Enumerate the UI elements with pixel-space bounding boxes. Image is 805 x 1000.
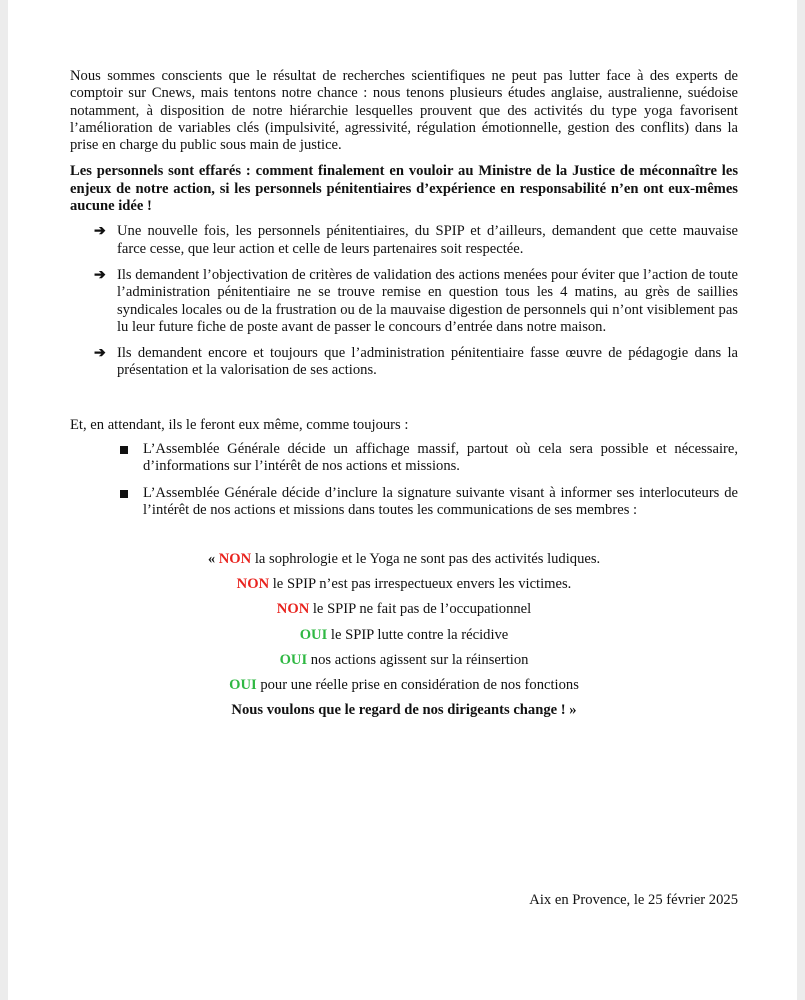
decision-text: L’Assemblée Générale décide d’inclure la signature suivante visant à informer ses interlocuteurs de l’intérêt de nos actions et missions dans toutes les communications de ses membres : <box>143 484 738 518</box>
slogan-final-line: Nous voulons que le regard de nos dirigeants change ! » <box>231 701 577 718</box>
decision-list-item <box>70 485 738 520</box>
demand-list-item <box>70 345 738 380</box>
decision-text: L’Assemblée Générale décide un affichage massif, partout où cela sera possible et nécessaire, d’informations sur l’intérêt de nos actions et missions. <box>143 441 738 475</box>
bold-statement-paragraph: Les personnels sont effarés : comment finalement en vouloir au Ministre de la Justice de méconnaître les enjeux de notre action, si les personnels pénitentiaires d’expérience en responsabilité n’en ont eux-mêmes aucune idée ! <box>70 163 738 215</box>
place-date-signature: Aix en Provence, le 25 février 2025 <box>529 892 738 908</box>
slogan-text: le SPIP ne fait pas de l’occupationnel <box>309 601 532 618</box>
square-bullet-icon <box>120 490 128 498</box>
square-bullet-icon <box>120 446 128 454</box>
arrow-right-icon: ➔ <box>94 267 106 283</box>
slogan-text: pour une réelle prise en considération de nos fonctions <box>256 676 579 693</box>
slogan-line <box>70 601 738 618</box>
slogan-text: le SPIP n’est pas irrespectueux envers les victimes. <box>269 576 572 593</box>
slogan-text: nos actions agissent sur la réinsertion <box>307 651 529 668</box>
arrow-right-icon: ➔ <box>94 224 106 240</box>
arrow-right-icon: ➔ <box>94 346 106 362</box>
slogan-line <box>70 576 738 593</box>
slogan-text: la sophrologie et le Yoga ne sont pas des activités ludiques. <box>251 551 601 568</box>
demand-text: Ils demandent encore et toujours que l’administration pénitentiaire fasse œuvre de pédagogie dans la présentation et la valorisation de ses actions. <box>117 345 738 379</box>
second-intro-paragraph: Et, en attendant, ils le feront eux même, comme toujours : <box>70 416 409 433</box>
signature-slogans <box>70 551 738 719</box>
slogan-line <box>70 652 738 669</box>
slogan-keyword: NON <box>218 551 252 568</box>
demand-list-item <box>70 267 738 336</box>
slogan-line <box>70 627 738 644</box>
decision-list-item <box>70 441 738 476</box>
demand-text: Ils demandent l’objectivation de critères de validation des actions menées pour éviter que l’action de toute l’administration pénitentiaire ne se trouve remise en question tous les 4 matins, au grès de saillies syndicales locales ou de la frustration ou de la mauvaise digestion de personnels qui n’ont visiblement pas lu leur future fiche de poste avant de passer le concours d’entrée dans notre maison. <box>117 266 738 335</box>
slogan-line <box>70 551 738 568</box>
demand-list-item <box>70 223 738 258</box>
slogan-keyword: OUI <box>299 626 328 643</box>
slogan-keyword: OUI <box>229 676 257 693</box>
document-body <box>70 68 738 727</box>
slogan-keyword: NON <box>276 601 310 618</box>
slogan-line <box>70 677 738 694</box>
slogan-keyword: NON <box>236 576 270 593</box>
intro-paragraph: Nous sommes conscients que le résultat de recherches scientifiques ne peut pas lutter face à des experts de comptoir sur Cnews, mais tentons notre chance : nous tenons plusieurs études anglaise, australienne, suédoise notamment, à disposition de notre hiérarchie lesquelles prouvent que des activités du type yoga favorisent l’amélioration de variables clés (impulsivité, agressivité, régulation émotionnelle, gestion des conflits) dans la prise en charge du public sous main de justice. <box>70 68 738 154</box>
document-page <box>8 0 797 1000</box>
open-quote: « <box>207 551 219 568</box>
slogan-keyword: OUI <box>279 651 308 668</box>
demand-text: Une nouvelle fois, les personnels pénitentiaires, du SPIP et d’ailleurs, demandent que cette mauvaise farce cesse, que leur action et celle de leurs partenaires soit respectée. <box>117 223 738 257</box>
slogan-text: le SPIP lutte contre la récidive <box>327 626 509 643</box>
